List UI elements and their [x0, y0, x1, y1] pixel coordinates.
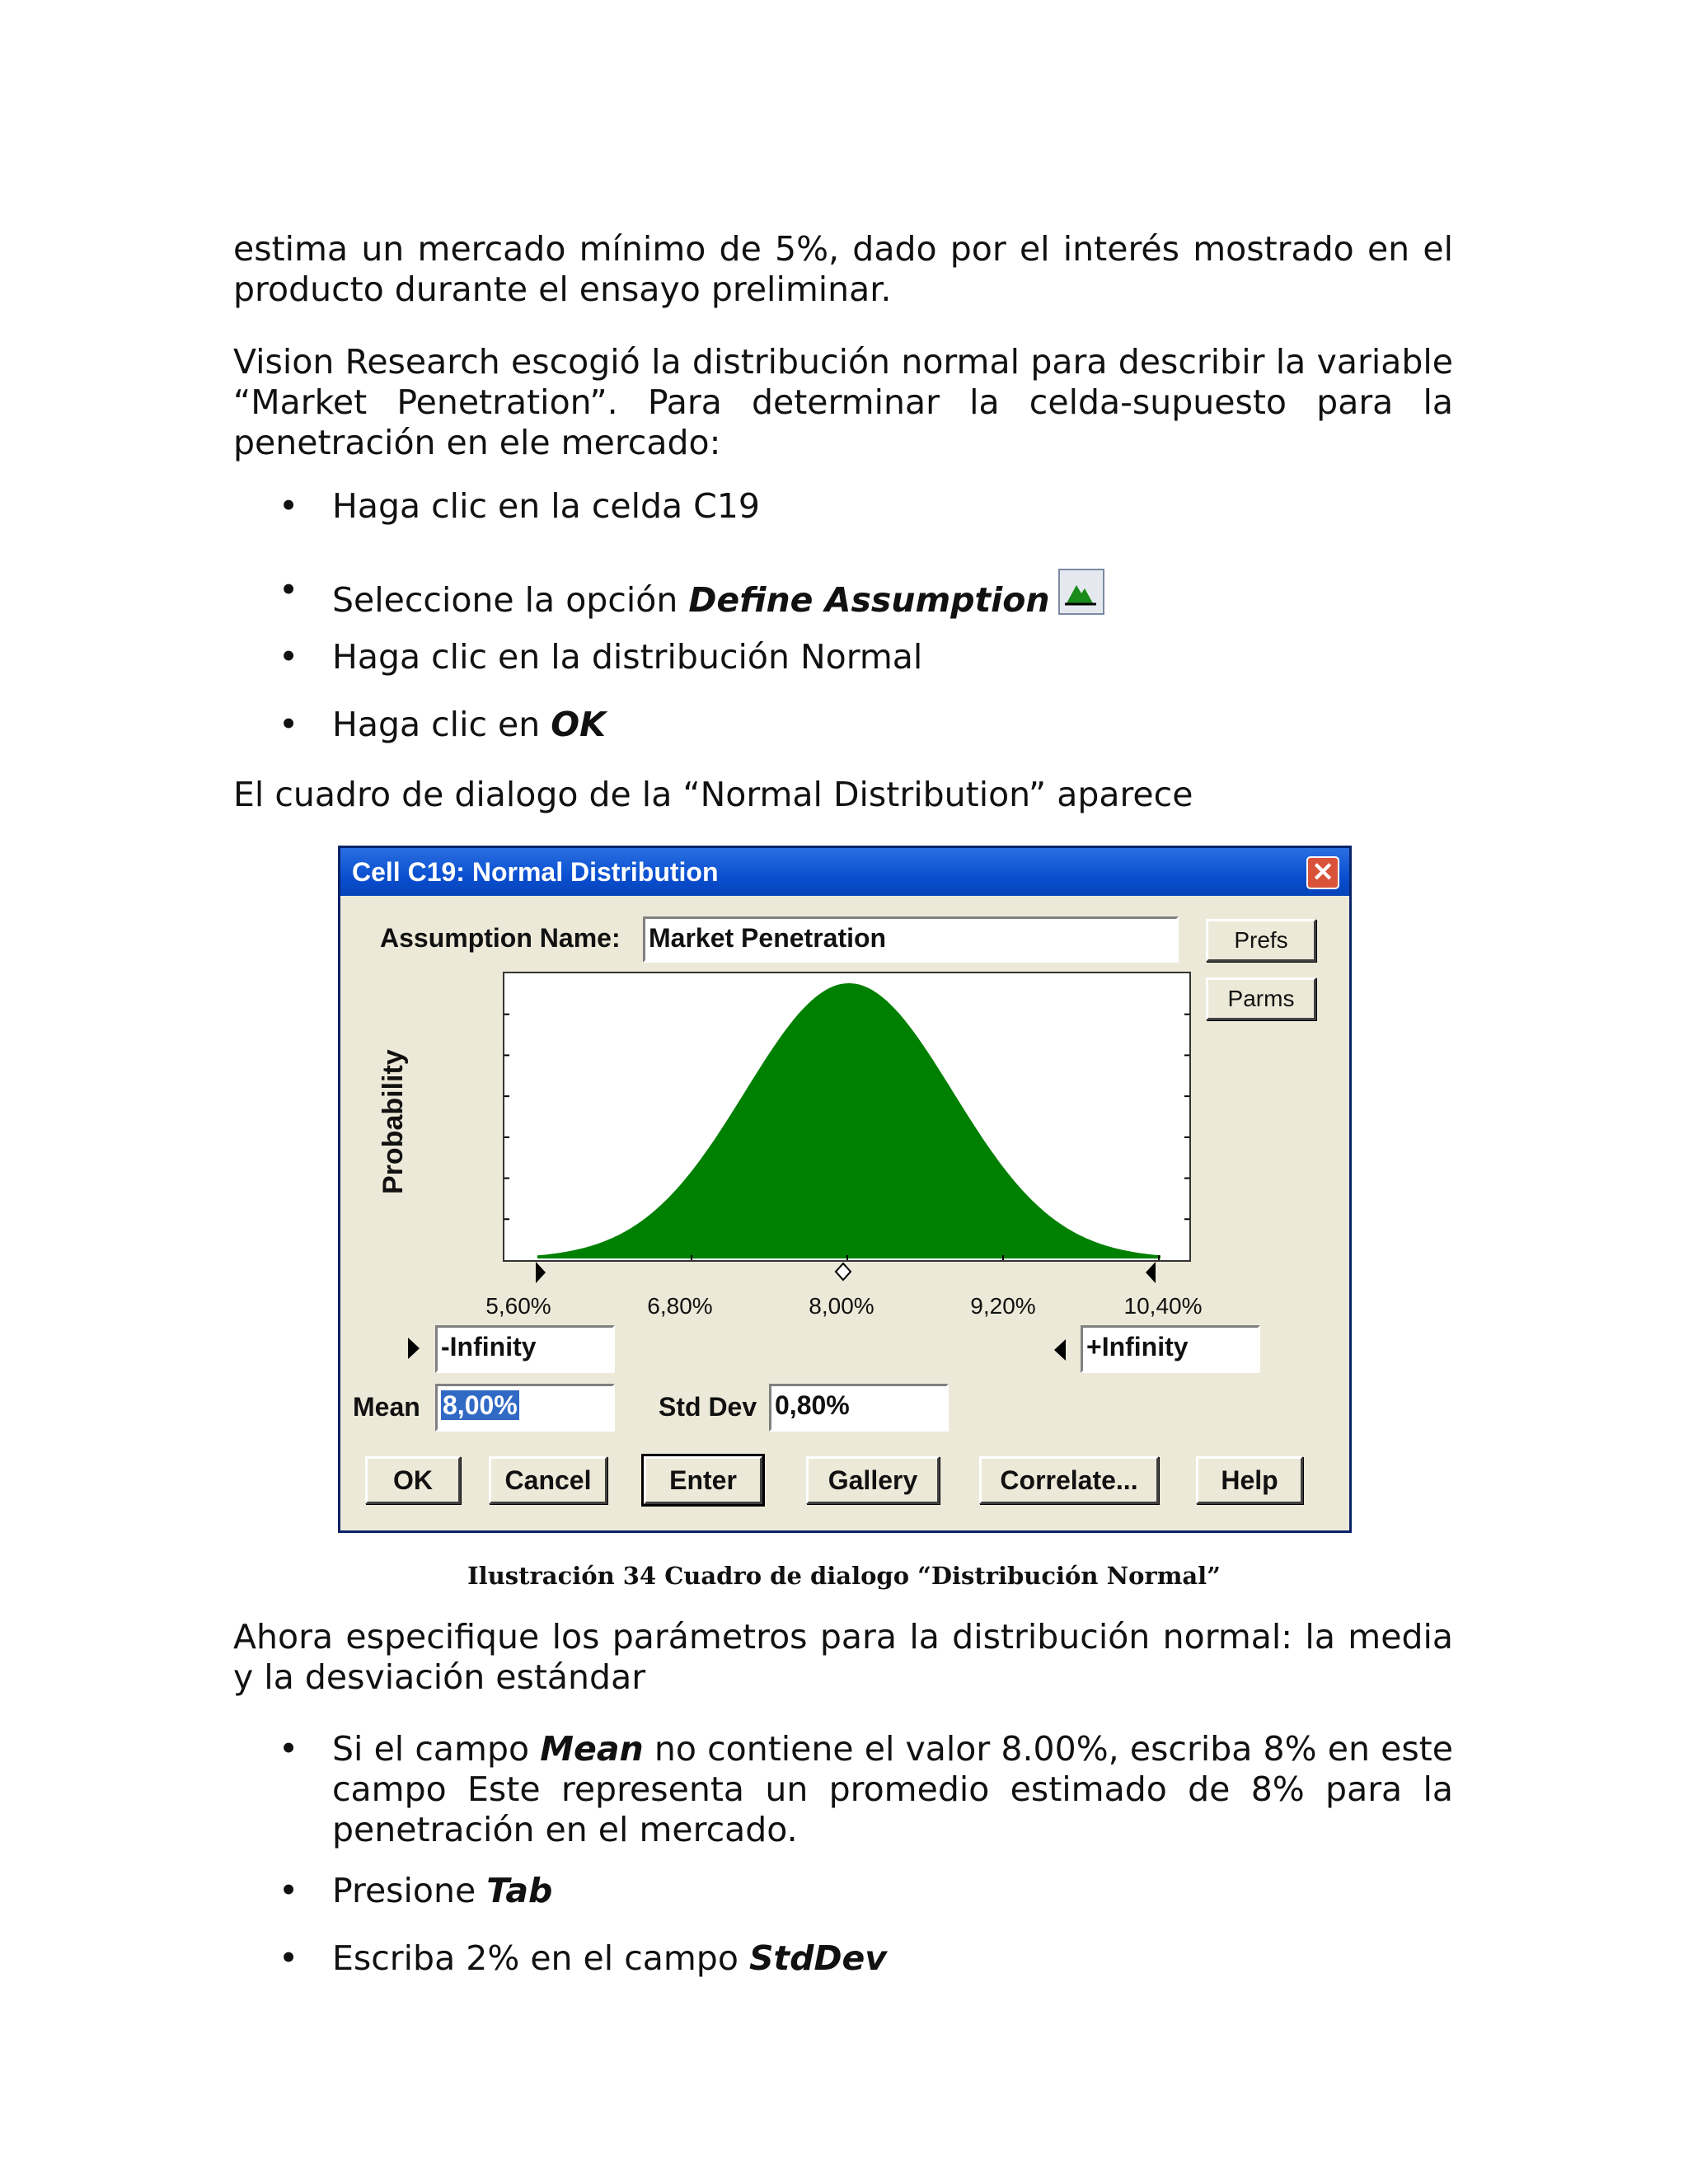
x-tick-label: 6,80%	[647, 1293, 713, 1319]
bullet-text-prefix: Haga clic en	[332, 705, 551, 744]
bound-sliders	[503, 1260, 1187, 1285]
bullet-text	[332, 1938, 1453, 1979]
x-tick-label: 8,00%	[809, 1293, 874, 1319]
prefs-button[interactable]: Prefs	[1206, 919, 1316, 962]
dialog-titlebar	[340, 848, 1349, 896]
bullet-glyph: •	[279, 705, 299, 744]
assumption-name-label: Assumption Name:	[380, 923, 621, 953]
paragraph-vision-research: Vision Research escogió la distribución normal para describir la variable “Market Penetration”. Para determinar la celda-supuesto para la penetración en ele mercado:	[233, 342, 1453, 462]
bullet-glyph: •	[279, 1938, 299, 1978]
bullet-glyph: •	[279, 1729, 299, 1769]
right-arrow-icon	[1051, 1338, 1067, 1362]
left-bound-input[interactable]: -Infinity	[435, 1325, 615, 1373]
gallery-button[interactable]: Gallery	[806, 1456, 940, 1504]
mean-input[interactable]	[435, 1384, 615, 1432]
left-arrow-icon	[406, 1336, 423, 1361]
mean-marker-icon	[836, 1263, 851, 1280]
bullet-glyph: •	[279, 637, 299, 677]
right-bound-slider	[1146, 1262, 1156, 1283]
left-bound-slider	[536, 1262, 546, 1283]
normal-curve-area	[537, 983, 1160, 1258]
bullet-text-suffix: no contiene el valor 8.00%, escriba 8% en este campo Este representa un promedio estimado de 8% para la penetración en el mercado.	[332, 1729, 1453, 1849]
define-assumption-icon	[1058, 569, 1104, 615]
close-button[interactable]	[1306, 856, 1339, 889]
bullet-glyph: •	[279, 486, 299, 526]
bullet-text-prefix: Si el campo	[332, 1729, 541, 1769]
mean-value: 8,00%	[443, 1390, 518, 1420]
ok-button[interactable]: OK	[365, 1456, 461, 1504]
bullet-text: Haga clic en la celda C19	[332, 486, 760, 526]
distribution-chart	[504, 973, 1189, 1260]
correlate-button[interactable]: Correlate...	[979, 1456, 1159, 1504]
bullet-text-prefix: Presione	[332, 1871, 487, 1910]
right-bound-input[interactable]: +Infinity	[1081, 1325, 1260, 1373]
bullet-text	[332, 1729, 1453, 1850]
bullet-text	[332, 1871, 1453, 1911]
paragraph-intro: estima un mercado mínimo de 5%, dado por el interés mostrado en el producto durante el ensayo preliminar.	[233, 229, 1453, 309]
mean-term: Mean	[540, 1729, 644, 1769]
figure-caption: Ilustración 34 Cuadro de dialogo “Distribución Normal”	[467, 1562, 1221, 1590]
assumption-name-input[interactable]: Market Penetration	[643, 916, 1179, 963]
cancel-button[interactable]: Cancel	[489, 1456, 607, 1504]
paragraph-dialog-appears: El cuadro de dialogo de la “Normal Distribution” aparece	[233, 775, 1193, 814]
y-axis-label: Probability	[377, 1049, 409, 1194]
ok-term: OK	[551, 705, 606, 744]
std-dev-label: Std Dev	[659, 1392, 757, 1422]
bullet-text	[332, 569, 1453, 621]
mean-label: Mean	[353, 1392, 420, 1422]
x-tick-label: 5,60%	[485, 1293, 551, 1319]
parms-button[interactable]: Parms	[1206, 977, 1316, 1020]
normal-distribution-dialog	[338, 846, 1352, 1533]
paragraph-specify-params: Ahora especifique los parámetros para la distribución normal: la media y la desviación estándar	[233, 1617, 1453, 1697]
stddev-term: StdDev	[748, 1938, 888, 1978]
x-tick-label: 10,40%	[1123, 1293, 1203, 1319]
define-assumption-term: Define Assumption	[688, 580, 1050, 620]
enter-button[interactable]: Enter	[644, 1456, 762, 1504]
bullet-text: Haga clic en la distribución Normal	[332, 637, 923, 677]
std-dev-input[interactable]: 0,80%	[769, 1384, 949, 1432]
bullet-text-prefix: Seleccione la opción	[332, 580, 689, 620]
dialog-title: Cell C19: Normal Distribution	[352, 857, 719, 887]
bullet-glyph: •	[279, 570, 299, 610]
tab-term: Tab	[486, 1871, 553, 1910]
bullet-text-prefix: Escriba 2% en el campo	[332, 1938, 749, 1978]
distribution-plot	[503, 972, 1191, 1262]
bullet-text	[332, 705, 1453, 745]
x-tick-label: 9,20%	[970, 1293, 1036, 1319]
help-button[interactable]: Help	[1196, 1456, 1303, 1504]
close-icon: ✕	[1311, 857, 1334, 887]
bullet-glyph: •	[279, 1871, 299, 1910]
